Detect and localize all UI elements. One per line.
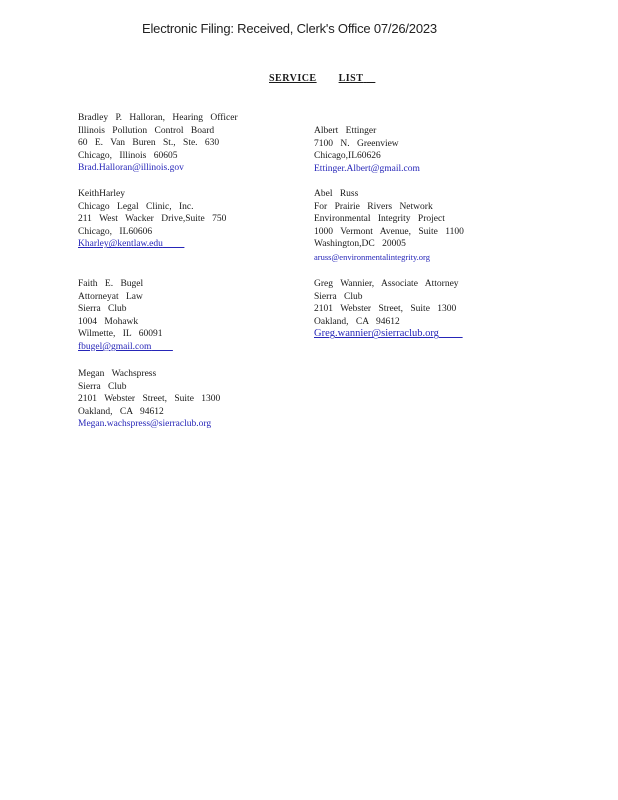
- contact-line: Megan Wachspress: [78, 369, 157, 379]
- contact-line: Sierra Club: [314, 291, 363, 302]
- contact-line: Albert Ettinger: [314, 126, 377, 136]
- email-link-halloran[interactable]: Brad.Halloran@illinois.gov: [78, 163, 184, 174]
- contact-line: 1004 Mohawk: [78, 316, 139, 327]
- contact-line: Oakland, CA 94612: [78, 406, 164, 417]
- contact-line: Chicago, Illinois 60605: [78, 150, 178, 161]
- email-link-wannier[interactable]: Greg.wannier@sierraclub.org: [314, 328, 439, 340]
- contact-line: Chicago,IL60626: [314, 151, 381, 162]
- email-link-russ[interactable]: aruss@environmentalintegrity.org: [314, 251, 430, 262]
- contact-ettinger: [314, 125, 420, 175]
- contact-halloran: [78, 112, 238, 175]
- contact-line: Bradley P. Halloran, Hearing Officer: [78, 113, 238, 123]
- email-link-wachspress[interactable]: Megan.wachspress@sierraclub.org: [78, 419, 212, 430]
- contact-line: 2101 Webster Street, Suite 1300: [78, 394, 221, 405]
- contact-line: Greg Wannier, Associate Attorney: [314, 279, 459, 289]
- contact-russ: [314, 188, 464, 264]
- contact-line: Washington,DC 20005: [314, 239, 406, 250]
- email-link-harley[interactable]: Kharley@kentlaw.edu: [78, 239, 163, 250]
- contact-line: Sierra Club: [78, 304, 127, 315]
- contact-line: 1000 Vermont Avenue, Suite 1100: [314, 226, 464, 237]
- contact-line: 7100 N. Greenview: [314, 138, 399, 149]
- contact-wannier: [314, 278, 463, 341]
- contact-line: KeithHarley: [78, 189, 125, 199]
- contact-line: Illinois Pollution Control Board: [78, 125, 215, 136]
- contact-harley: [78, 188, 226, 251]
- email-link-bugel[interactable]: fbugel@gmail.com: [78, 341, 152, 352]
- contact-line: 60 E. Van Buren St., Ste. 630: [78, 138, 220, 149]
- contact-line: Sierra Club: [78, 381, 127, 392]
- contact-line: Oakland, CA 94612: [314, 316, 400, 327]
- contact-line: 211 West Wacker Drive,Suite 750: [78, 214, 227, 225]
- contact-line: Chicago, IL60606: [78, 226, 153, 237]
- contact-line: Environmental Integrity Project: [314, 214, 445, 225]
- email-link-ettinger[interactable]: Ettinger.Albert@gmail.com: [314, 163, 420, 174]
- contact-line: For Prairie Rivers Network: [314, 201, 433, 212]
- contact-line: Attorneyat Law: [78, 291, 143, 302]
- electronic-filing-stamp: Electronic Filing: Received, Clerk's Office 07/26/2023: [142, 21, 437, 36]
- contact-line: Wilmette, IL 60091: [78, 329, 163, 340]
- title-word-list: LIST: [338, 73, 364, 84]
- contact-wachspress: [78, 368, 220, 431]
- title-word-service: SERVICE: [269, 73, 317, 84]
- contact-line: Abel Russ: [314, 189, 359, 199]
- contact-line: Faith E. Bugel: [78, 279, 144, 289]
- page-title: [269, 73, 375, 84]
- contact-bugel: [78, 278, 173, 354]
- contact-line: Chicago Legal Clinic, Inc.: [78, 201, 194, 212]
- contact-line: 2101 Webster Street, Suite 1300: [314, 304, 457, 315]
